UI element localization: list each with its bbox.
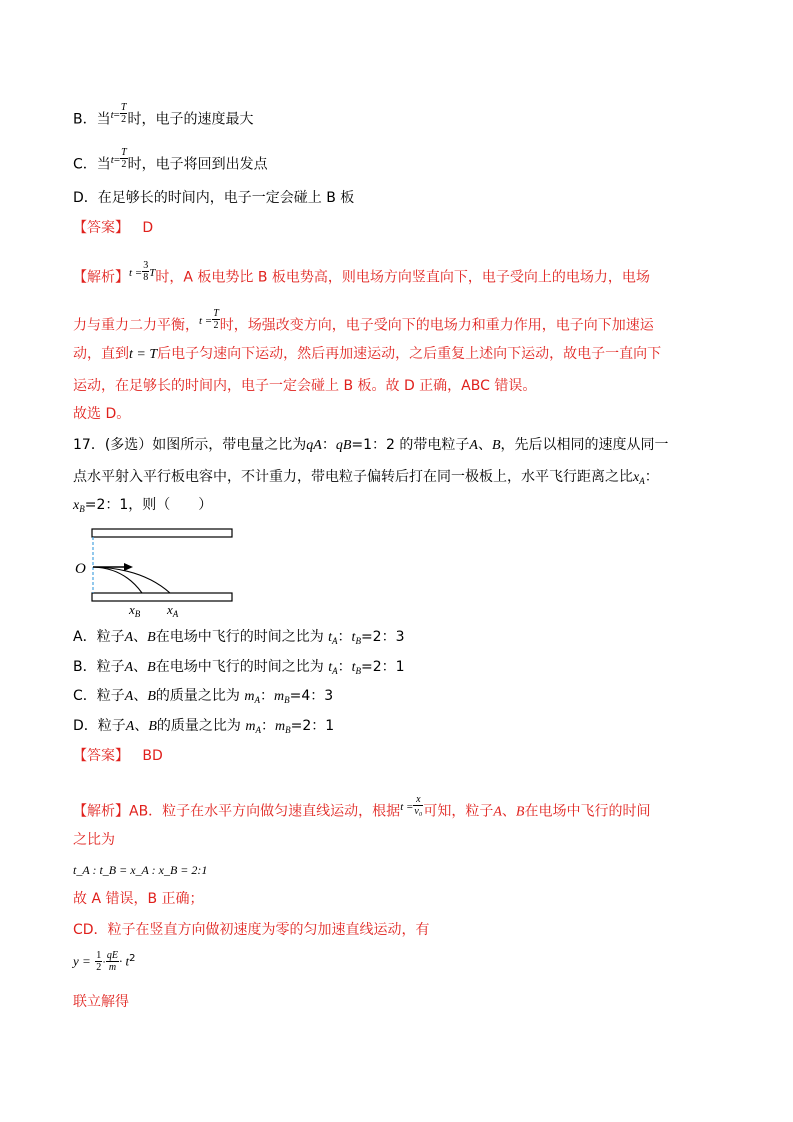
capacitor-figure	[72, 522, 240, 618]
option-17-a: A．粒子A、B在电场中飞行的时间之比为 $t_A$：$t_B=2$：3	[73, 629, 405, 646]
fraction: $\frac{3}{8}$	[143, 260, 149, 283]
analysis-16-line4: 运动，在足够长的时间内，电子一定会碰上 B 板。故 D 正确，ABC 错误。	[73, 378, 537, 394]
trajectory-a	[93, 567, 170, 593]
option-17-b: B．粒子A、B在电场中飞行的时间之比为 $t_A$：$t_B=2$：1	[73, 659, 405, 676]
equation-displacement: y = $\frac{1}{2}$ · $\frac{qE}{m}$ · $t^2$	[73, 950, 136, 973]
option-b: B．当$^{t=}$ $\frac{T}{2}$ 时，电子的速度最大	[73, 102, 254, 128]
option-17-d: D．粒子A、B的质量之比为 $m_A$：$m_B=2$：1	[73, 718, 335, 735]
bottom-plate	[92, 593, 232, 601]
analysis-17-line2: 之比为	[73, 832, 115, 848]
answer-17: 【答案】 BD	[73, 748, 163, 764]
analysis-17-line4: 故 A 错误，B 正确；	[73, 891, 204, 907]
analysis-16-line2: 力与重力二力平衡，$^{t =}$ $\frac{T}{2}$ 时，场强改变方向，电子受向下的电场力和重力作用，电子向下加速运	[73, 308, 654, 334]
fraction: $\frac{x}{\text{v₀}}$	[414, 794, 423, 817]
fraction: $\frac{T}{2}$	[120, 102, 127, 125]
arrowhead	[124, 563, 133, 571]
top-plate	[92, 529, 232, 537]
question-17-line2: 点水平射入平行板电容中，不计重力，带电粒子偏转后打在同一极板上，水平飞行距离之比$x_A$：	[73, 469, 659, 486]
fraction: $\frac{qE}{m}$	[106, 950, 119, 973]
analysis-16-line3: 动，直到t = T后电子匀速向下运动，然后再加速运动，之后重复上述向下运动，故电子一直向下	[73, 346, 662, 362]
analysis-17-line5: CD．粒子在竖直方向做初速度为零的匀加速直线运动，有	[73, 922, 430, 938]
trajectory-b	[93, 567, 142, 593]
xb-label: $x_B$	[129, 602, 141, 618]
question-17-line3: $x_B=2$：1，则（ ）	[73, 497, 213, 514]
fraction: $\frac{T}{2}$	[121, 147, 127, 170]
question-17-line1: 17．(多选）如图所示，带电量之比为qA：qB=1：2 的带电粒子A、B，先后以相同的速度从同一	[73, 437, 669, 453]
answer-16: 【答案】 D	[73, 220, 154, 236]
analysis-17-line7: 联立解得	[73, 994, 129, 1010]
fraction: $\frac{1}{2}$	[96, 950, 102, 973]
fraction: $\frac{T}{2}$	[213, 308, 219, 331]
analysis-17-line1: 【解析】AB．粒子在水平方向做匀速直线运动，根据$^{t =}$ $\frac{x}{\text{v₀}}$ 可知，粒子A、B在电场中飞行的时间	[73, 794, 651, 820]
origin-label: O	[75, 561, 86, 577]
equation-time-ratio: t_A : t_B = x_A : x_B = 2:1	[73, 863, 208, 877]
option-c: C．当$^{t=}$ $\frac{T}{2}$ 时，电子将回到出发点	[73, 147, 268, 173]
xa-label: $x_A$	[167, 602, 179, 618]
analysis-16-line1: 【解析】$^{t =}$ $\frac{3}{8}$ $^T$时，A 板电势比 B 板电势高，则电场方向竖直向下，电子受向上的电场力，电场	[73, 260, 650, 286]
option-d: D．在足够长的时间内，电子一定会碰上 B 板	[73, 190, 355, 206]
analysis-16-line5: 故选 D。	[73, 406, 131, 422]
option-17-c: C．粒子A、B的质量之比为 $m_A$：$m_B=4$：3	[73, 688, 334, 705]
